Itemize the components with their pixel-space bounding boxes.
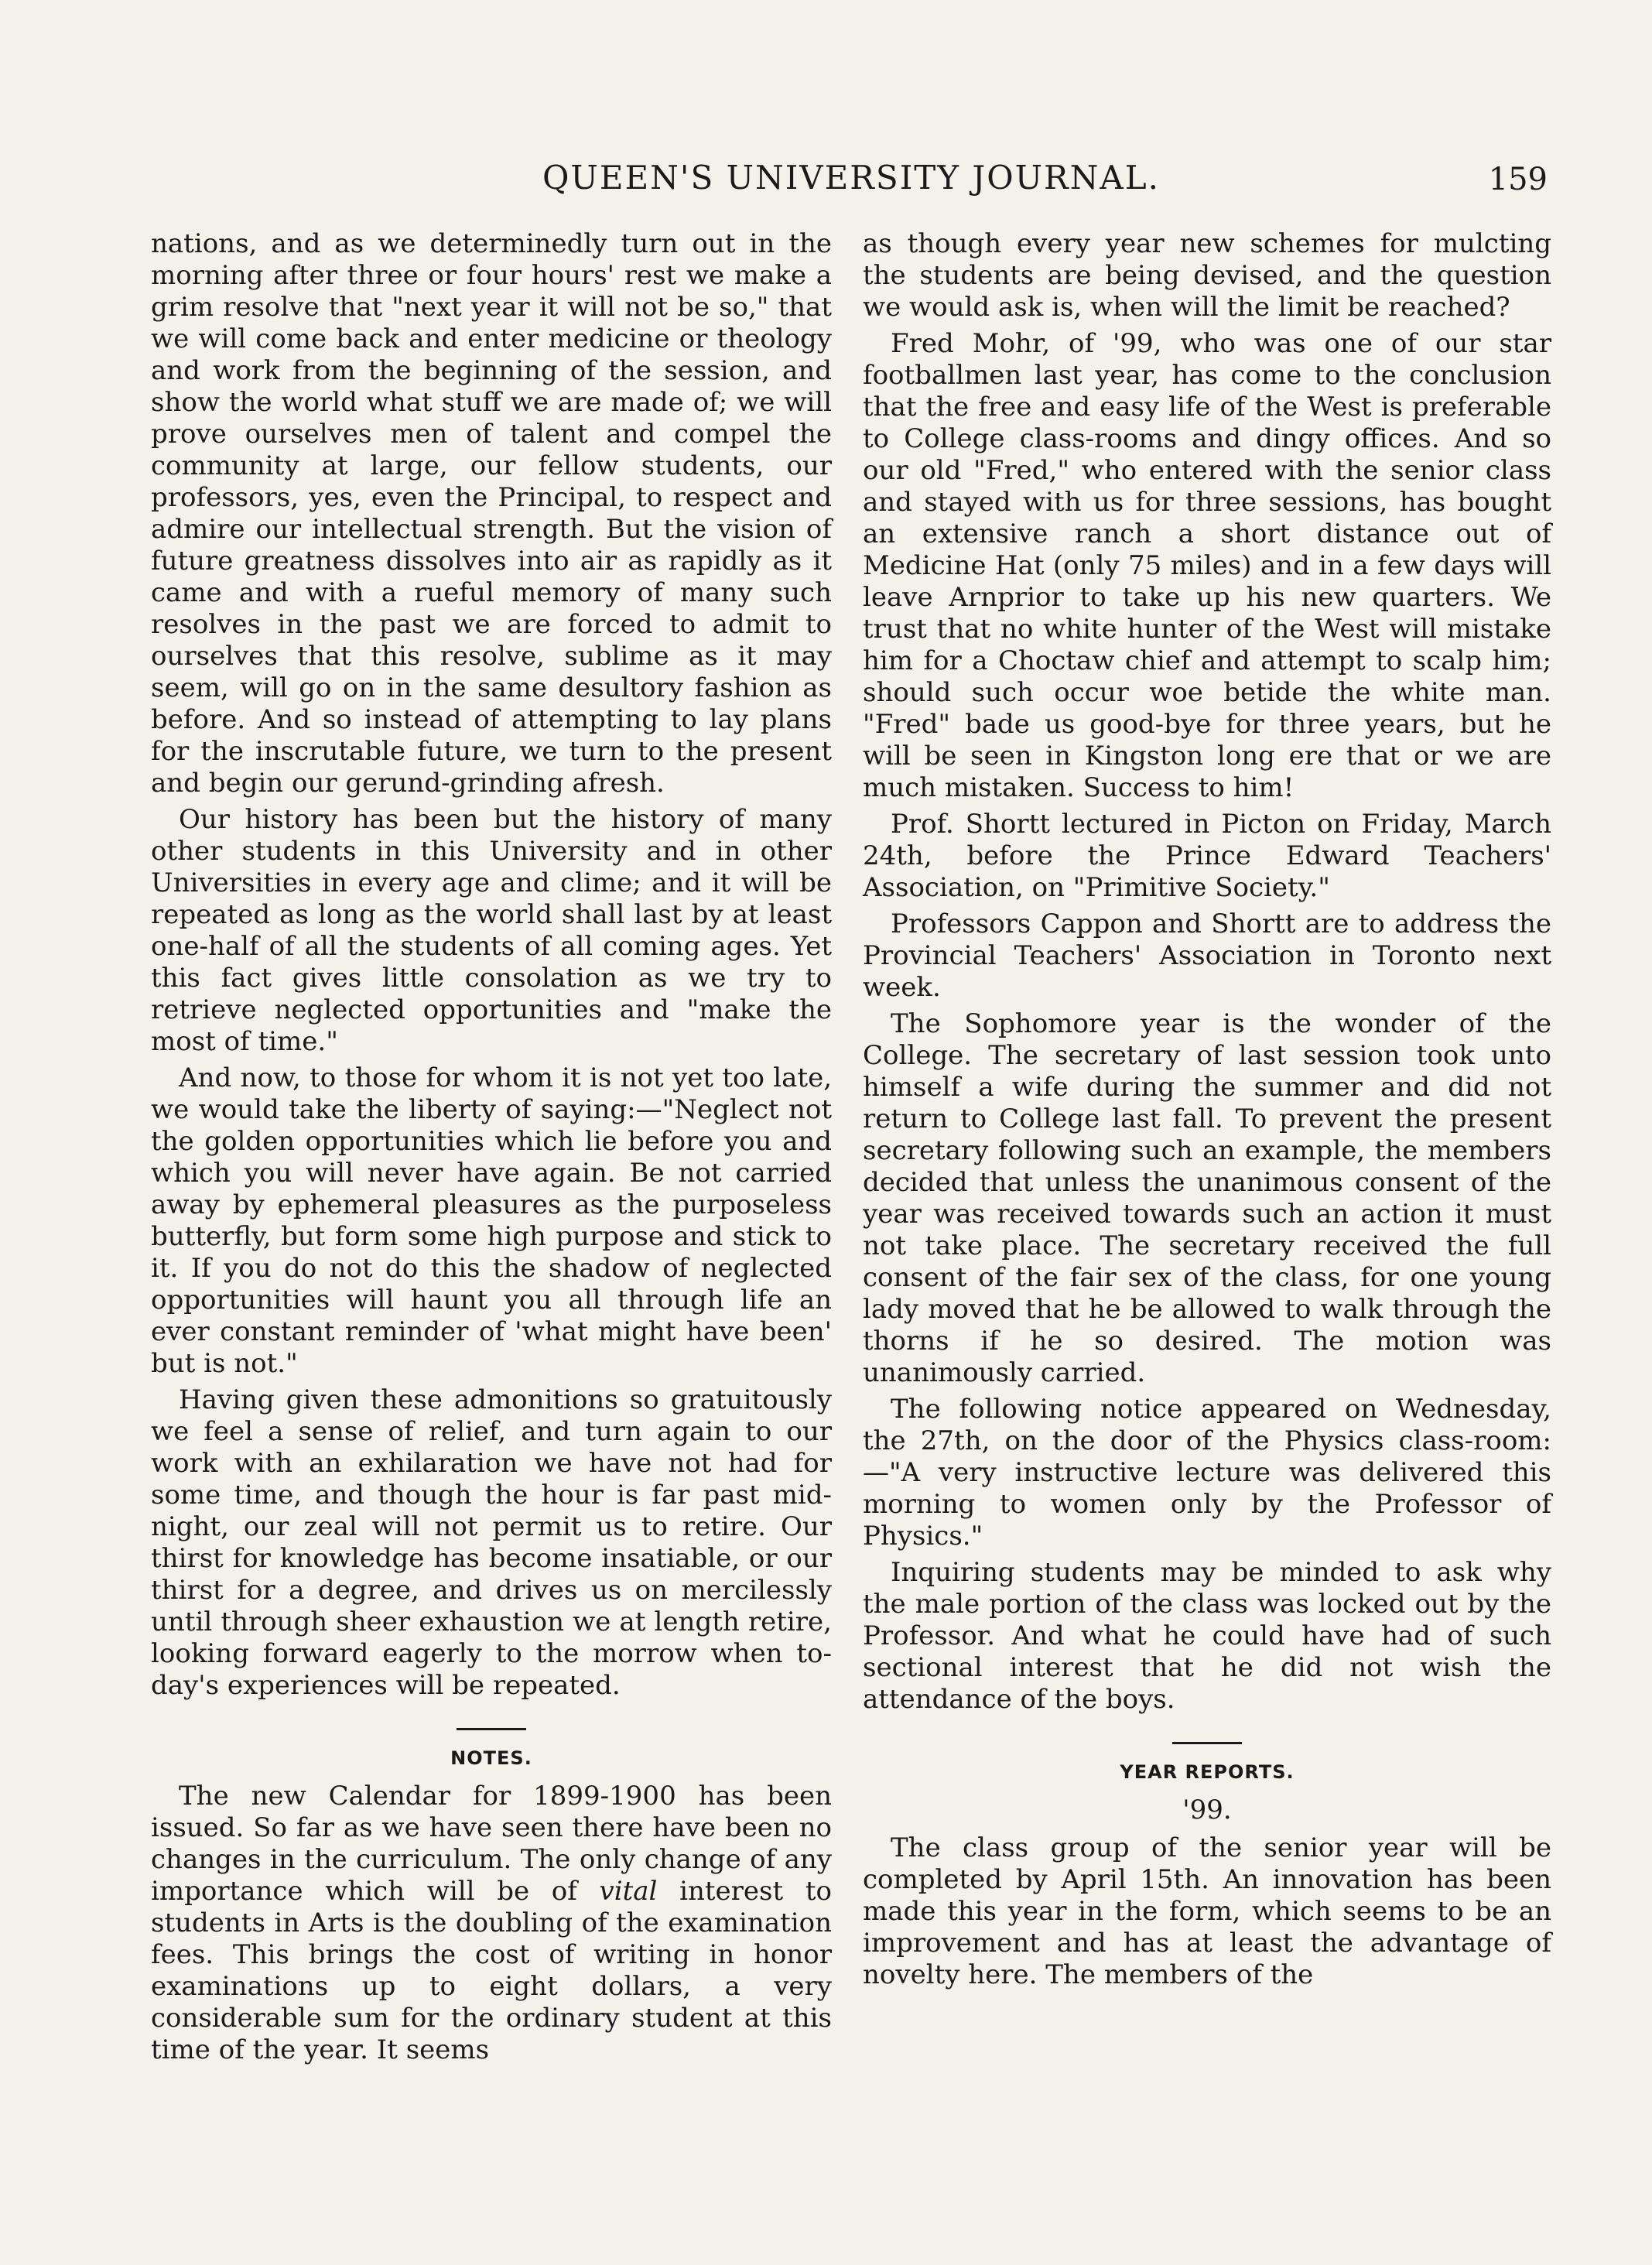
notes-heading: NOTES. — [450, 1747, 532, 1769]
paragraph: Professors Cappon and Shortt are to address the Provincial Teachers' Association in Toronto next week. — [863, 908, 1551, 1003]
paragraph: Inquiring students may be minded to ask why the male portion of the class was locked out by the Professor. And what he could have had of such sectional interest that he did not wish the attendance of the boys. — [863, 1557, 1551, 1715]
journal-title: QUEEN'S UNIVERSITY JOURNAL. — [542, 159, 1160, 197]
paragraph: Fred Mohr, of '99, who was one of our star footballmen last year, has come to the conclusion that the free and easy life of the West is preferable to College class-rooms and dingy offices. And so our old "Fred," who entered with the senior class and stayed with us for three sessions, has bought an extensive ranch a short distance out of Medicine Hat (only 75 miles) and in a few days will leave Arnprior to take up his new quarters. We trust that no white hunter of the West will mistake him for a Choctaw chief and attempt to scalp him; should such occur woe betide the white man. "Fred" bade us good-bye for three years, but he will be seen in Kingston long ere that or we are much mistaken. Success to him! — [863, 328, 1551, 803]
paragraph: Prof. Shortt lectured in Picton on Friday, March 24th, before the Prince Edward Teachers' Association, on "Primitive Society." — [863, 809, 1551, 903]
right-column — [863, 228, 1551, 1991]
year-subheading: '99. — [1182, 1795, 1232, 1825]
text-run: The new Calendar for 1899-1900 has been issued. So far as we have seen there have been no changes in the curriculum. The only change of any importance which will be of — [151, 1781, 832, 1907]
paragraph — [151, 1781, 832, 2066]
paragraph: And now, to those for whom it is not yet too late, we would take the liberty of saying:—"Neglect not the golden opportunities which lie before you and which you will never have again. Be not carried away by ephemeral pleasures as the purposeless butterfly, but form some high purpose and stick to it. If you do not do this the shadow of neglected opportunities will haunt you all through life an ever constant reminder of 'what might have been' but is not." — [151, 1062, 832, 1379]
page-header — [155, 159, 1548, 205]
paragraph: nations, and as we determinedly turn out in the morning after three or four hours' rest we make a grim resolve that "next year it will not be so," that we will come back and enter medicine or theology and work from the beginning of the session, and show the world what stuff we are made of; we will prove ourselves men of talent and compel the community at large, our fellow students, our professors, yes, even the Principal, to respect and admire our intellectual strength. But the vision of future greatness dissolves into air as rapidly as it came and with a rueful memory of many such resolves in the past we are forced to admit to ourselves that this resolve, sublime as it may seem, will go on in the same desultory fashion as before. And so instead of attempting to lay plans for the inscrutable future, we turn to the present and begin our gerund-grinding afresh. — [151, 228, 832, 799]
paragraph: The following notice appeared on Wednesday, the 27th, on the door of the Physics class-room:—"A very instructive lecture was delivered this morning to women only by the Professor of Physics." — [863, 1394, 1551, 1552]
year-reports-heading: YEAR REPORTS. — [1120, 1761, 1295, 1783]
paragraph: The class group of the senior year will be completed by April 15th. An innovation has been made this year in the form, which seems to be an improvement and has at least the advantage of novelty here. The members of the — [863, 1832, 1551, 1990]
paragraph: Having given these admonitions so gratuitously we feel a sense of relief, and turn again to our work with an exhilaration we have not had for some time, and though the hour is far past mid-night, our zeal will not permit us to retire. Our thirst for knowledge has become insatiable, or our thirst for a degree, and drives us on mercilessly until through sheer exhaustion we at length retire, looking forward eagerly to the morrow when to-day's experiences will be repeated. — [151, 1384, 832, 1701]
paragraph: Our history has been but the history of many other students in this University and in other Universities in every age and clime; and it will be repeated as long as the world shall last by at least one-half of all the students of all coming ages. Yet this fact gives little consolation as we try to retrieve neglected opportunities and "make the most of time." — [151, 804, 832, 1057]
page-number: 159 — [1488, 162, 1548, 197]
emphasis-text: vital — [599, 1876, 658, 1907]
section-divider — [457, 1728, 526, 1730]
left-column — [151, 228, 832, 2066]
section-divider — [1172, 1742, 1242, 1744]
paragraph: as though every year new schemes for mulcting the students are being devised, and the question we would ask is, when will the limit be reached? — [863, 228, 1551, 323]
text-run: interest to students in Arts is the doubling of the examination fees. This brings the cost of writing in honor examinations up to eight dollars, a very considerable sum for the ordinary student at this time of the year. It seems — [151, 1876, 832, 2065]
paragraph: The Sophomore year is the wonder of the College. The secretary of last session took unto himself a wife during the summer and did not return to College last fall. To prevent the present secretary following such an example, the members decided that unless the unanimous consent of the year was received towards such an action it must not take place. The secretary received the full consent of the fair sex of the class, for one young lady moved that he be allowed to walk through the thorns if he so desired. The motion was unanimously carried. — [863, 1008, 1551, 1388]
